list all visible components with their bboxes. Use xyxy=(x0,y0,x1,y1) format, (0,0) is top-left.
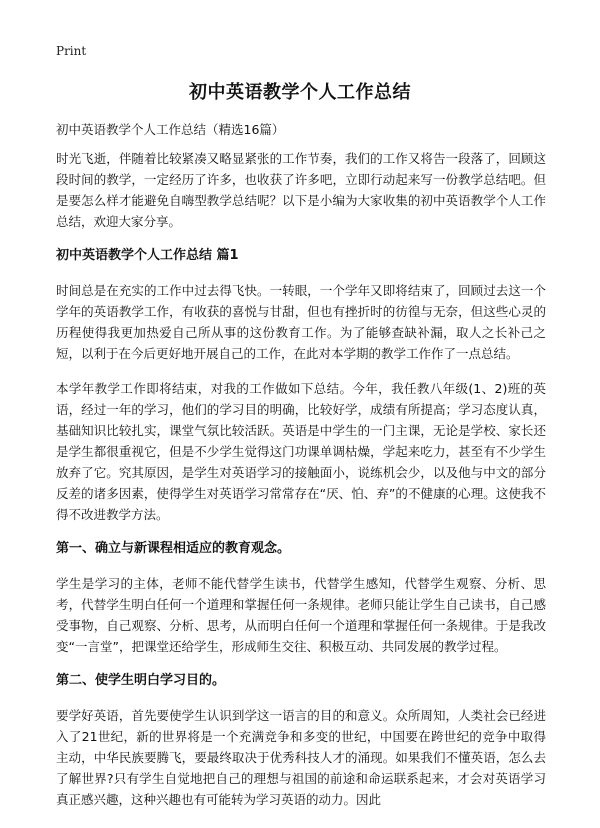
paragraph-2: 本学年教学工作即将结束，对我的工作做如下总结。今年，我任教八年级(1、2)班的英语，经过一年的学习，他们的学习目的明确，比较好学，成绩有所提高；学习态度认真，基础知识比较扎实，课堂气氛比较活跃。英语是中学生的一门主课，无论是学校、家长还是学生都很重视它，但是不少学生觉得这门功课单调枯燥，学起来吃力，甚至有不少学生放弃了它。究其原因，是学生对英语学习的接触面小，说练机会少，以及他与中文的部分反差的诸多因素，使得学生对英语学习常常存在“厌、怕、弃”的不健康的心理。这使我不得不改进教学方法。 xyxy=(56,381,546,522)
page-title: 初中英语教学个人工作总结 xyxy=(189,82,411,103)
subheading-second: 第二、使学生明白学习目的。 xyxy=(56,673,226,688)
print-link[interactable]: Print xyxy=(56,44,87,58)
paragraph-1: 时间总是在充实的工作中过去得飞快。一转眼，一个学年又即将结束了，回顾过去这一个学年的英语教学工作，有收获的喜悦与甘甜，但也有挫折时的彷徨与无奈，但这些心灵的历程使得我更加热爱自己所从事的这份教育工作。为了能够查缺补漏，取人之长补己之短，以利于在今后更好地开展自己的工作，在此对本学期的教学工作作了一点总结。 xyxy=(56,283,546,361)
paragraph-3: 学生是学习的主体，老师不能代替学生读书，代替学生感知，代替学生观察、分析、思考，代替学生明白任何一个道理和掌握任何一条规律。老师只能让学生自己读书，自己感受事物，自己观察、分析、思考，从而明白任何一个道理和掌握任何一条规律。于是我改变“一言堂”，把课堂还给学生，形成师生交往、积极互动、共同发展的教学过程。 xyxy=(56,576,546,654)
paragraph-4: 要学好英语，首先要使学生认识到学这一语言的目的和意义。众所周知，人类社会已经进入了21世纪，新的世界将是一个充满竞争和多变的世纪，中国要在跨世纪的竞争中取得主动，中华民族要腾飞，要最终取决于优秀科技人才的涌现。如果我们不懂英语，怎么去了解世界?只有学生自觉地把自己的理想与祖国的前途和命运联系起来，才会对英语学习真正感兴趣，这种兴趣也有可能转为学习英语的动力。因此 xyxy=(56,708,546,807)
intro-paragraph: 时光飞逝，伴随着比较紧凑又略显紧张的工作节奏，我们的工作又将告一段落了，回顾这段时间的教学，一定经历了许多，也收获了许多吧，立即行动起来写一份教学总结吧。但是要怎么样才能避免自嗨型教学总结呢？以下是小编为大家收集的初中英语教学个人工作总结，欢迎大家分享。 xyxy=(56,151,546,229)
subheading-first: 第一、确立与新课程相适应的教育观念。 xyxy=(56,541,291,556)
section-heading-1: 初中英语教学个人工作总结 篇1 xyxy=(56,248,239,263)
subtitle: 初中英语教学个人工作总结（精选16篇） xyxy=(56,122,285,137)
article-body xyxy=(56,148,546,824)
